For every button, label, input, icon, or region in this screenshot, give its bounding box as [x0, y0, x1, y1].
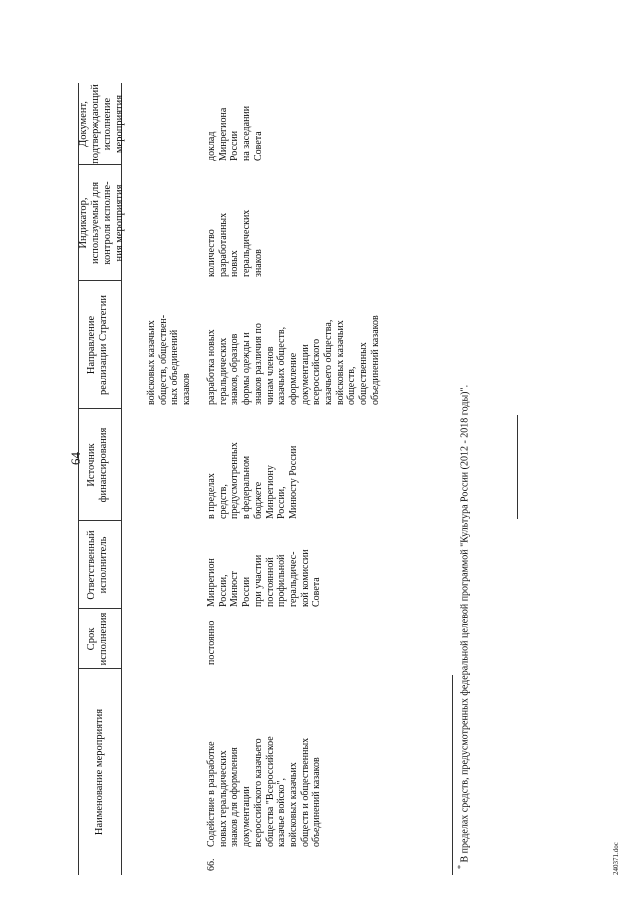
- header-responsible: Ответственный исполнитель: [86, 530, 109, 600]
- continuation-direction: войсковых казачьих обществ, обществен- ных объединений казаков: [146, 314, 193, 405]
- header-direction: Направление реализации Стратегии: [86, 295, 109, 395]
- row-term: постоянно: [206, 620, 217, 665]
- row-funding: в пределах средств, предусмотренных в федеральном бюджете Минрегиону России, Минюсту России: [206, 442, 299, 519]
- center-separator: [517, 415, 518, 519]
- header-funding: Источник финансирования: [86, 427, 109, 503]
- footnote: [456, 385, 470, 869]
- footnote-rule: [452, 675, 453, 875]
- page-number: 64: [68, 452, 83, 465]
- footnote-marker: *: [456, 865, 465, 869]
- header-document: Документ, подтверждающий исполнение мероприятия: [78, 84, 125, 164]
- row-indicator: количество разработанных новых геральдических знаков: [206, 209, 264, 277]
- row-direction: разработка новых геральдических знаков, образцов формы одежды и знаков различия по чинам членов казачьих обществ, оформление документации всероссийского казачьего общества, войсковых казачьих обществ, общественных объединений казаков: [206, 315, 381, 405]
- row-number: 66.: [206, 858, 217, 871]
- document-code: 240371.doc: [612, 842, 620, 875]
- header-name: Наименование мероприятия: [94, 708, 105, 836]
- row-name: Содействие в разработке новых геральдических знаков для оформления документации всероссийского казачьего общества "Всероссийское казачье войско", войсковых казачьих обществ и общественных объединений казаков: [206, 736, 323, 847]
- row-responsible: Минрегион России, Минюст России при участии постоянной профильной геральдичес- кой комиссии Совета: [206, 549, 323, 607]
- header-term: Срок исполнения: [86, 612, 109, 666]
- header-indicator: Индикатор, используемый для контроля исполне- ния мероприятия: [78, 181, 125, 265]
- footnote-text: В пределах средств, предусмотренных федеральной целевой программой "Культура России (2012 - 2018 годы)".: [459, 384, 471, 863]
- row-document: доклад Минрегиона России на заседании Совета: [206, 105, 264, 161]
